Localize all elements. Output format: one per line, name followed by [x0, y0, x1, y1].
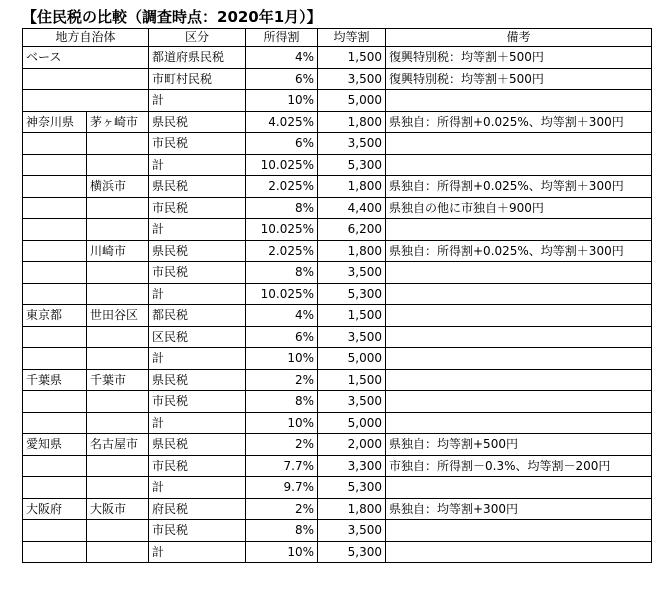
category-cell: 県民税 [149, 176, 246, 198]
per-capita-levy-cell: 6,200 [318, 219, 386, 241]
per-capita-levy-cell: 1,800 [318, 240, 386, 262]
remarks-cell: 県独自：所得割+0.025%、均等割＋300円 [386, 240, 652, 262]
table-row [23, 197, 652, 219]
page-title: 【住民税の比較（調査時点：2020年1月）】 [22, 8, 322, 26]
city-cell [87, 412, 149, 434]
per-capita-levy-cell: 1,500 [318, 47, 386, 69]
prefecture-cell: 東京都 [23, 305, 87, 327]
tax-comparison-table [22, 28, 652, 563]
remarks-cell [386, 348, 652, 370]
per-capita-levy-cell: 5,000 [318, 348, 386, 370]
city-cell: 千葉市 [87, 369, 149, 391]
per-capita-levy-cell: 5,000 [318, 412, 386, 434]
remarks-cell [386, 391, 652, 413]
prefecture-cell [23, 262, 87, 284]
per-capita-levy-cell: 1,500 [318, 305, 386, 327]
per-capita-levy-cell: 3,500 [318, 262, 386, 284]
per-capita-levy-cell: 5,000 [318, 90, 386, 112]
category-cell: 区民税 [149, 326, 246, 348]
remarks-cell [386, 154, 652, 176]
prefecture-cell [23, 391, 87, 413]
table-row [23, 154, 652, 176]
prefecture-cell [23, 541, 87, 563]
income-levy-cell: 8% [246, 262, 318, 284]
prefecture-cell: 千葉県 [23, 369, 87, 391]
category-cell: 市民税 [149, 455, 246, 477]
income-levy-cell: 4% [246, 47, 318, 69]
header-remarks: 備考 [386, 29, 652, 47]
prefecture-cell [23, 412, 87, 434]
city-cell: 大阪市 [87, 498, 149, 520]
city-cell [87, 219, 149, 241]
table-row [23, 369, 652, 391]
prefecture-cell [23, 219, 87, 241]
header-municipality: 地方自治体 [23, 29, 149, 47]
category-cell: 県民税 [149, 111, 246, 133]
table-row [23, 176, 652, 198]
per-capita-levy-cell: 5,300 [318, 283, 386, 305]
header-category: 区分 [149, 29, 246, 47]
city-cell [87, 133, 149, 155]
category-cell: 県民税 [149, 369, 246, 391]
income-levy-cell: 7.7% [246, 455, 318, 477]
category-cell: 市民税 [149, 133, 246, 155]
remarks-cell: 県独自の他に市独自＋900円 [386, 197, 652, 219]
category-cell: 計 [149, 154, 246, 176]
table-row [23, 541, 652, 563]
prefecture-cell [23, 133, 87, 155]
income-levy-cell: 6% [246, 68, 318, 90]
city-cell: 茅ヶ崎市 [87, 111, 149, 133]
category-cell: 市民税 [149, 391, 246, 413]
remarks-cell: 復興特別税：均等割＋500円 [386, 47, 652, 69]
municipality-cell: ベース [23, 47, 149, 69]
remarks-cell: 県独自：所得割+0.025%、均等割＋300円 [386, 111, 652, 133]
prefecture-cell [23, 176, 87, 198]
category-cell: 都民税 [149, 305, 246, 327]
per-capita-levy-cell: 5,300 [318, 477, 386, 499]
prefecture-cell [23, 326, 87, 348]
income-levy-cell: 2% [246, 434, 318, 456]
prefecture-cell: 神奈川県 [23, 111, 87, 133]
city-cell [87, 477, 149, 499]
municipality-cell [23, 90, 149, 112]
category-cell: 計 [149, 348, 246, 370]
prefecture-cell [23, 283, 87, 305]
income-levy-cell: 10.025% [246, 283, 318, 305]
remarks-cell [386, 541, 652, 563]
remarks-cell: 市独自：所得割－0.3%、均等割－200円 [386, 455, 652, 477]
category-cell: 府民税 [149, 498, 246, 520]
city-cell: 世田谷区 [87, 305, 149, 327]
income-levy-cell: 6% [246, 133, 318, 155]
city-cell [87, 520, 149, 542]
table-row [23, 90, 652, 112]
category-cell: 計 [149, 219, 246, 241]
income-levy-cell: 6% [246, 326, 318, 348]
prefecture-cell [23, 348, 87, 370]
income-levy-cell: 8% [246, 197, 318, 219]
table-header-row [23, 29, 652, 47]
per-capita-levy-cell: 2,000 [318, 434, 386, 456]
per-capita-levy-cell: 5,300 [318, 541, 386, 563]
city-cell: 川崎市 [87, 240, 149, 262]
income-levy-cell: 2% [246, 369, 318, 391]
income-levy-cell: 2.025% [246, 240, 318, 262]
header-income-levy: 所得割 [246, 29, 318, 47]
income-levy-cell: 9.7% [246, 477, 318, 499]
remarks-cell: 県独自：均等割+300円 [386, 498, 652, 520]
table-row [23, 348, 652, 370]
category-cell: 計 [149, 541, 246, 563]
header-per-capita-levy: 均等割 [318, 29, 386, 47]
city-cell [87, 541, 149, 563]
table-row [23, 219, 652, 241]
per-capita-levy-cell: 1,800 [318, 111, 386, 133]
per-capita-levy-cell: 3,500 [318, 133, 386, 155]
city-cell [87, 391, 149, 413]
per-capita-levy-cell: 5,300 [318, 154, 386, 176]
table-row [23, 283, 652, 305]
table-row [23, 498, 652, 520]
per-capita-levy-cell: 3,300 [318, 455, 386, 477]
table-row [23, 455, 652, 477]
city-cell [87, 197, 149, 219]
table-row [23, 47, 652, 69]
income-levy-cell: 8% [246, 391, 318, 413]
category-cell: 市民税 [149, 197, 246, 219]
income-levy-cell: 4% [246, 305, 318, 327]
city-cell: 名古屋市 [87, 434, 149, 456]
remarks-cell: 県独自：均等割+500円 [386, 434, 652, 456]
prefecture-cell [23, 455, 87, 477]
per-capita-levy-cell: 3,500 [318, 326, 386, 348]
income-levy-cell: 10.025% [246, 219, 318, 241]
remarks-cell [386, 412, 652, 434]
remarks-cell [386, 477, 652, 499]
prefecture-cell: 大阪府 [23, 498, 87, 520]
per-capita-levy-cell: 1,500 [318, 369, 386, 391]
table-row [23, 434, 652, 456]
income-levy-cell: 10% [246, 412, 318, 434]
table-row [23, 133, 652, 155]
prefecture-cell [23, 154, 87, 176]
city-cell [87, 326, 149, 348]
prefecture-cell [23, 477, 87, 499]
category-cell: 市町村民税 [149, 68, 246, 90]
table-row [23, 240, 652, 262]
remarks-cell [386, 283, 652, 305]
city-cell [87, 455, 149, 477]
category-cell: 市民税 [149, 262, 246, 284]
category-cell: 都道府県民税 [149, 47, 246, 69]
remarks-cell [386, 369, 652, 391]
city-cell [87, 283, 149, 305]
table-row [23, 111, 652, 133]
income-levy-cell: 4.025% [246, 111, 318, 133]
category-cell: 計 [149, 477, 246, 499]
income-levy-cell: 10.025% [246, 154, 318, 176]
per-capita-levy-cell: 3,500 [318, 520, 386, 542]
prefecture-cell: 愛知県 [23, 434, 87, 456]
per-capita-levy-cell: 1,800 [318, 498, 386, 520]
category-cell: 市民税 [149, 520, 246, 542]
category-cell: 計 [149, 412, 246, 434]
table-row [23, 391, 652, 413]
prefecture-cell [23, 240, 87, 262]
income-levy-cell: 10% [246, 541, 318, 563]
prefecture-cell [23, 197, 87, 219]
category-cell: 県民税 [149, 240, 246, 262]
remarks-cell [386, 326, 652, 348]
income-levy-cell: 2.025% [246, 176, 318, 198]
category-cell: 計 [149, 90, 246, 112]
income-levy-cell: 10% [246, 90, 318, 112]
city-cell [87, 348, 149, 370]
remarks-cell [386, 262, 652, 284]
table-row [23, 262, 652, 284]
table-body [23, 47, 652, 563]
remarks-cell [386, 90, 652, 112]
per-capita-levy-cell: 4,400 [318, 197, 386, 219]
city-cell [87, 262, 149, 284]
remarks-cell: 県独自：所得割+0.025%、均等割＋300円 [386, 176, 652, 198]
city-cell [87, 154, 149, 176]
table-row [23, 520, 652, 542]
city-cell: 横浜市 [87, 176, 149, 198]
prefecture-cell [23, 520, 87, 542]
income-levy-cell: 2% [246, 498, 318, 520]
table-row [23, 412, 652, 434]
municipality-cell [23, 68, 149, 90]
table-row [23, 326, 652, 348]
remarks-cell [386, 305, 652, 327]
remarks-cell: 復興特別税：均等割＋500円 [386, 68, 652, 90]
income-levy-cell: 8% [246, 520, 318, 542]
table-row [23, 477, 652, 499]
per-capita-levy-cell: 3,500 [318, 68, 386, 90]
income-levy-cell: 10% [246, 348, 318, 370]
remarks-cell [386, 133, 652, 155]
category-cell: 県民税 [149, 434, 246, 456]
category-cell: 計 [149, 283, 246, 305]
table-row [23, 68, 652, 90]
table-row [23, 305, 652, 327]
per-capita-levy-cell: 1,800 [318, 176, 386, 198]
remarks-cell [386, 520, 652, 542]
per-capita-levy-cell: 3,500 [318, 391, 386, 413]
remarks-cell [386, 219, 652, 241]
